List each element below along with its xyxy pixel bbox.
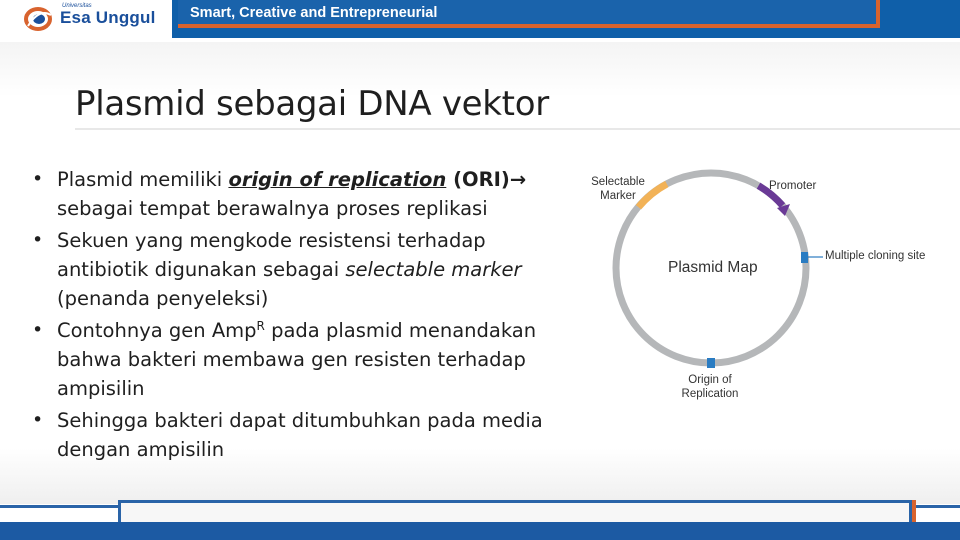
bullet-item-ampr: • Contohnya gen Amp$^R$ pada plasmid menandakan bahwa bakteri membawa gen resisten terhadap ampisilin <box>32 316 562 403</box>
logo-swirl-icon <box>24 6 54 32</box>
label-selectable-marker: Selectable Marker <box>591 176 645 202</box>
term-selectable-marker: selectable marker <box>345 258 522 281</box>
plasmid-map-label: Plasmid Map <box>668 259 758 276</box>
footer-frame <box>118 500 912 522</box>
cloning-site-mark <box>801 252 808 263</box>
bullet-dot: • <box>32 319 44 341</box>
bullet-item-ampicillin-media: • Sehingga bakteri dapat ditumbuhkan pada media dengan ampisilin <box>32 406 562 464</box>
bullet-item-ori: • Plasmid memiliki origin of replication (ORI)→ sebagai tempat berawalnya proses replikasi <box>32 165 562 223</box>
label-promoter: Promoter <box>769 180 817 192</box>
logo-subtitle: Universitas <box>62 3 92 9</box>
logo-name: Esa Unggul <box>60 8 156 27</box>
superscript-r: R <box>256 319 265 333</box>
arrow-icon: → <box>509 168 527 191</box>
bullet-dot: • <box>32 168 44 190</box>
plasmid-map-diagram <box>585 160 945 410</box>
university-logo <box>0 0 172 38</box>
term-ori: (ORI) <box>446 168 510 191</box>
term-origin-of-replication: origin of replication <box>228 168 447 191</box>
header-tagline: Smart, Creative and Entrepreneurial <box>190 5 438 21</box>
slide-title: Plasmid sebagai DNA vektor <box>75 84 549 124</box>
footer-accent <box>912 500 916 522</box>
bullet-dot: • <box>32 409 44 431</box>
bullet-item-selectable-marker: • Sekuen yang mengkode resistensi terhadap antibiotik digunakan sebagai selectable marker (penanda penyeleksi) <box>32 226 562 313</box>
label-origin-of-replication: Origin of Replication <box>681 374 739 400</box>
label-multiple-cloning-site: Multiple cloning site <box>825 250 926 262</box>
bullet-list <box>32 165 562 467</box>
ori-mark <box>707 358 715 368</box>
title-divider <box>75 128 960 130</box>
bullet-dot: • <box>32 229 44 251</box>
footer-bar <box>0 522 960 540</box>
